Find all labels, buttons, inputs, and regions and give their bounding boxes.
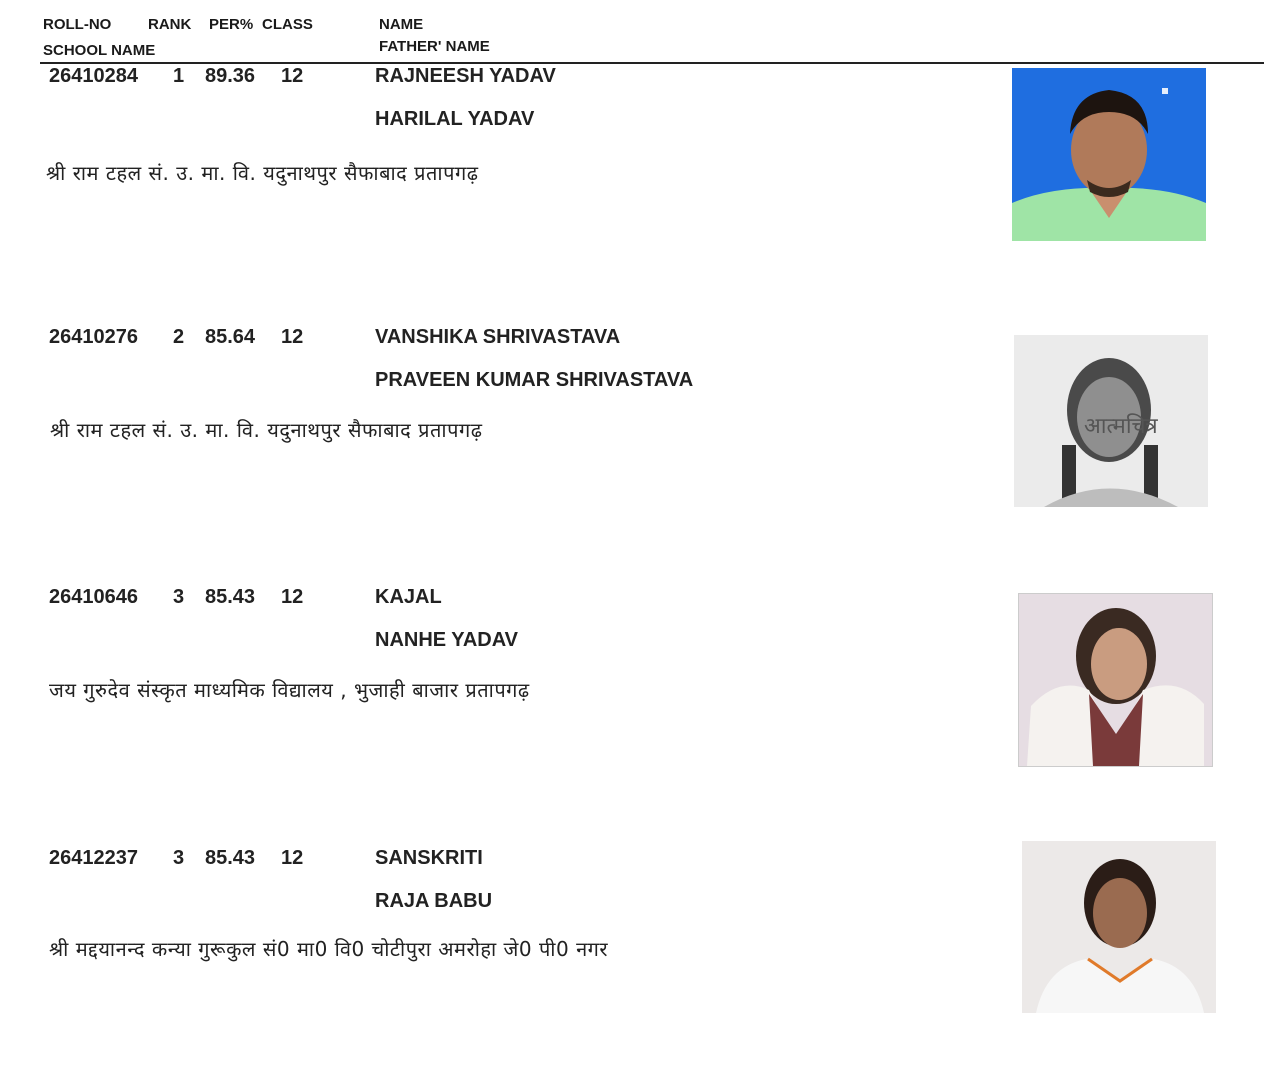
header-divider xyxy=(40,62,1264,64)
rank: 3 xyxy=(173,586,185,608)
roll-no: 26410646 xyxy=(49,586,138,608)
percentage: 85.43 xyxy=(205,847,256,869)
percentage: 85.64 xyxy=(205,326,256,348)
photo-stamp-text: आत्मचित्र xyxy=(1084,414,1158,439)
class: 12 xyxy=(281,326,304,348)
student-name: RAJNEESH YADAV xyxy=(375,65,556,87)
percentage: 85.43 xyxy=(205,586,256,608)
roll-no: 26412237 xyxy=(49,847,138,869)
student-photo xyxy=(1012,68,1206,241)
roll-no: 26410276 xyxy=(49,326,138,348)
header-class: CLASS xyxy=(262,16,313,33)
school-name: श्री मद्दयानन्द कन्या गुरूकुल सं0 मा0 वि0 चोटीपुरा अमरोहा जे0 पी0 नगर xyxy=(49,937,609,961)
class: 12 xyxy=(281,586,304,608)
header-name: NAME xyxy=(379,16,424,33)
roll-no: 26410284 xyxy=(49,65,138,87)
header-rank: RANK xyxy=(148,16,192,33)
school-name: श्री राम टहल सं. उ. मा. वि. यदुनाथपुर सैफाबाद प्रतापगढ़ xyxy=(46,161,479,185)
header-father-name: FATHER' NAME xyxy=(379,38,490,55)
student-photo xyxy=(1022,841,1216,1013)
school-name: जय गुरुदेव संस्कृत माध्यमिक विद्यालय , भुजाही बाजार प्रतापगढ़ xyxy=(49,678,530,702)
student-photo xyxy=(1018,593,1213,767)
student-name: SANSKRITI xyxy=(375,847,483,869)
class: 12 xyxy=(281,65,304,87)
class: 12 xyxy=(281,847,304,869)
header-roll-no: ROLL-NO xyxy=(43,16,112,33)
student-name: VANSHIKA SHRIVASTAVA xyxy=(375,326,621,348)
header-school-name: SCHOOL NAME xyxy=(43,42,156,59)
rank: 1 xyxy=(173,65,185,87)
header-per: PER% xyxy=(209,16,254,33)
father-name: NANHE YADAV xyxy=(375,629,518,651)
student-name: KAJAL xyxy=(375,586,442,608)
student-photo xyxy=(1014,335,1208,507)
rank: 2 xyxy=(173,326,185,348)
father-name: RAJA BABU xyxy=(375,890,493,912)
rank: 3 xyxy=(173,847,185,869)
percentage: 89.36 xyxy=(205,65,256,87)
father-name: PRAVEEN KUMAR SHRIVASTAVA xyxy=(375,369,694,391)
school-name: श्री राम टहल सं. उ. मा. वि. यदुनाथपुर सैफाबाद प्रतापगढ़ xyxy=(50,418,483,442)
father-name: HARILAL YADAV xyxy=(375,108,535,130)
